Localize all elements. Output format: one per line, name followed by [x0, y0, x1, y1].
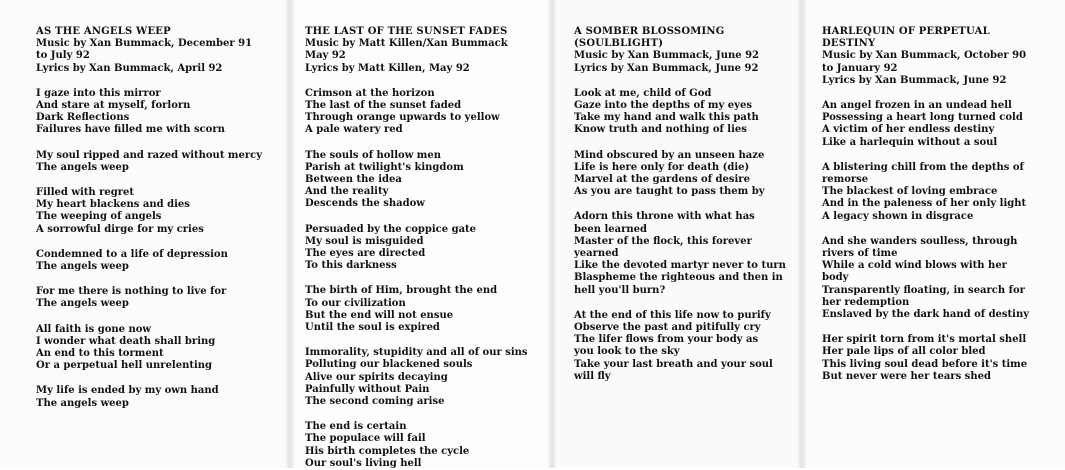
lyric-line: Know truth and nothing of lies [574, 124, 747, 136]
lyric-line: As you are taught to pass them by [574, 186, 765, 198]
lyric-line: Through orange upwards to yellow [305, 112, 500, 124]
lyric-line: Possessing a heart long turned cold [822, 112, 1023, 124]
lyric-line: At the end of this life now to purify [574, 309, 771, 321]
song-subtitle: DESTINY [822, 38, 876, 50]
lyric-line: My life is ended by my own hand [36, 385, 219, 397]
lyric-line: Blaspheme the righteous and then in [574, 272, 783, 284]
lyric-line: My soul ripped and razed without mercy [36, 149, 263, 161]
lyric-line: Immorality, stupidity and all of our sins [305, 347, 528, 359]
lyric-line: To our civilization [305, 297, 406, 309]
lyric-line: A blistering chill from the depths of [822, 161, 1024, 173]
lyric-line: Look at me, child of God [574, 87, 712, 99]
lyric-line: Her pale lips of all color bled [822, 346, 986, 358]
lyric-line: The angels weep [36, 261, 129, 273]
lyric-line: An angel frozen in an undead hell [822, 100, 1012, 112]
lyric-line: Failures have filled me with scorn [36, 124, 225, 136]
lyric-line: The angels weep [36, 161, 129, 173]
lyric-line: Dark Reflections [36, 112, 130, 124]
lyric-line: The birth of Him, brought the end [305, 285, 498, 297]
song-the-last-of-the-sunset-fades [305, 26, 528, 470]
lyric-line: Take your last breath and your soul [574, 358, 773, 370]
lyric-line: yearned [574, 248, 619, 260]
lyric-line: Observe the past and pitifully cry [574, 322, 761, 334]
lyric-line: The blackest of loving embrace [822, 186, 998, 198]
lyric-line: remorse [822, 174, 869, 186]
song-credit: Lyrics by Xan Bummack, April 92 [36, 62, 223, 74]
lyric-line: Condemned to a life of depression [36, 248, 228, 260]
lyric-line: A sorrowful dirge for my cries [36, 223, 204, 235]
lyric-line: Between the idea [305, 174, 402, 186]
lyric-line: Take my hand and walk this path [574, 112, 759, 124]
lyric-line: been learned [574, 223, 648, 235]
lyric-line: My soul is misguided [305, 235, 424, 247]
song-credit: Music by Xan Bummack, October 90 [822, 50, 1027, 62]
song-title: A SOMBER BLOSSOMING [574, 26, 725, 37]
lyric-line: A legacy shown in disgrace [822, 210, 974, 222]
lyric-line: her redemption [822, 296, 910, 308]
lyric-line: And stare at myself, forlorn [36, 100, 191, 112]
song-as-the-angels-weep [36, 26, 262, 410]
song-credit: Lyrics by Matt Killen, May 92 [305, 62, 470, 74]
lyric-line: His birth completes the cycle [305, 445, 470, 457]
song-credit: Lyrics by Xan Bummack, June 92 [574, 62, 759, 74]
song-title: AS THE ANGELS WEEP [36, 26, 171, 37]
lyric-line: Alive our spirits decaying [305, 371, 448, 383]
lyric-line: The weeping of angels [36, 211, 162, 223]
song-credit: to July 92 [36, 50, 90, 62]
lyric-line: will fly [574, 370, 611, 382]
lyric-line: To this darkness [305, 260, 397, 272]
lyric-line: Transparently floating, in search for [822, 284, 1025, 296]
lyric-line: My heart blackens and dies [36, 199, 190, 211]
page-fold [548, 0, 556, 468]
lyric-line: Or a perpetual hell unrelenting [36, 360, 213, 372]
song-credit: Lyrics by Xan Bummack, June 92 [822, 74, 1007, 86]
lyric-line: Gaze into the depths of my eyes [574, 100, 752, 112]
lyric-line: rivers of time [822, 248, 898, 260]
song-harlequin-of-perpetual-destiny [822, 26, 1029, 383]
lyric-line: Life is here only for death (die) [574, 161, 750, 173]
lyric-line: All faith is gone now [36, 323, 152, 335]
song-a-somber-blossoming [574, 26, 786, 383]
lyric-line: Marvel at the gardens of desire [574, 174, 750, 186]
lyric-line: Like a harlequin without a soul [822, 136, 998, 148]
song-credit: Music by Xan Bummack, June 92 [574, 50, 759, 62]
lyric-line: Enslaved by the dark hand of destiny [822, 309, 1030, 321]
lyric-line: And she wanders soulless, through [822, 235, 1018, 247]
lyric-line: Filled with regret [36, 187, 134, 199]
lyric-line: The end is certain [305, 421, 407, 433]
lyric-line: The populace will fail [305, 433, 426, 445]
lyric-line: And the reality [305, 186, 389, 198]
lyric-line: Descends the shadow [305, 198, 425, 210]
lyric-line: Parish at twilight's kingdom [305, 161, 464, 173]
lyric-line: you look to the sky [574, 346, 680, 358]
song-credit: to January 92 [822, 62, 898, 74]
lyric-line: A pale watery red [305, 124, 403, 136]
lyric-line: While a cold wind blows with her [822, 260, 1007, 272]
song-title: HARLEQUIN OF PERPETUAL [822, 26, 990, 37]
lyric-line: But the end will not ensue [305, 309, 454, 321]
lyric-line: And in the paleness of her only light [822, 198, 1027, 210]
lyric-line: I gaze into this mirror [36, 87, 161, 99]
lyric-line: Mind obscured by an unseen haze [574, 149, 765, 161]
lyric-line: For me there is nothing to live for [36, 286, 227, 298]
lyric-line: The eyes are directed [305, 248, 426, 260]
lyric-line: Our soul's living hell [305, 457, 422, 469]
lyric-line: The angels weep [36, 298, 129, 310]
lyric-line: Master of the flock, this forever [574, 235, 752, 247]
lyric-line: Until the soul is expired [305, 322, 440, 334]
lyric-line: The souls of hollow men [305, 149, 442, 161]
lyric-line: The last of the sunset faded [305, 100, 462, 112]
song-credit: Music by Xan Bummack, December 91 [36, 38, 253, 50]
lyric-line: But never were her tears shed [822, 370, 991, 382]
lyric-line: hell you'll burn? [574, 284, 666, 296]
page-fold [286, 0, 294, 468]
lyric-line: The second coming arise [305, 396, 445, 408]
lyric-line: Like the devoted martyr never to turn [574, 260, 786, 272]
page-fold [798, 0, 806, 468]
lyric-line: A victim of her endless destiny [822, 124, 995, 136]
song-credit: Music by Matt Killen/Xan Bummack [305, 38, 508, 50]
lyric-line: Persuaded by the coppice gate [305, 223, 477, 235]
lyric-line: An end to this torment [36, 348, 164, 360]
lyric-line: The angels weep [36, 397, 129, 409]
lyric-line: Polluting our blackened souls [305, 359, 473, 371]
lyric-line: Adorn this throne with what has [574, 211, 755, 223]
lyric-line: Her spirit torn from it's mortal shell [822, 334, 1027, 346]
lyric-line: Painfully without Pain [305, 383, 430, 395]
song-credit: May 92 [305, 50, 346, 62]
lyric-line: This living soul dead before it's time [822, 358, 1028, 370]
lyric-line: body [822, 272, 849, 284]
lyric-line: The lifer flows from your body as [574, 334, 759, 346]
song-subtitle: (SOULBLIGHT) [574, 38, 664, 50]
song-title: THE LAST OF THE SUNSET FADES [305, 26, 508, 37]
lyric-line: I wonder what death shall bring [36, 335, 216, 347]
lyric-line: Crimson at the horizon [305, 87, 435, 99]
